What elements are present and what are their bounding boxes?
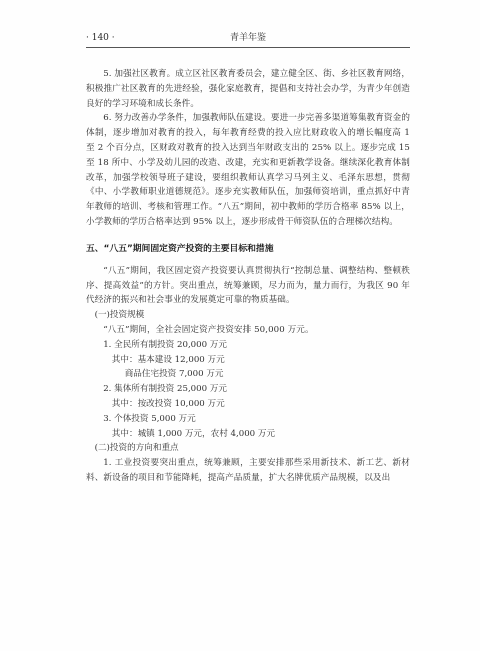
running-header [86, 31, 410, 45]
paragraph-investment-policy: “八五”期间，我区固定资产投资要认真贯彻执行“控制总量、调整结构、整顿秩序、提高效益”的方针。突出重点，统筹兼顾，尽力而为，量力而行，为我区 90 年代经济的振兴和社会事业的发展奠定可靠的物质基础。 [86, 265, 410, 306]
page-number: · 140 · [86, 33, 115, 43]
paragraph-school-conditions: 6. 努力改善办学条件，加强教师队伍建设。要进一步完善多渠道筹集教育资金的体制，逐步增加对教育的投入，每年教育经费的投入应比财政收入的增长幅度高 1 至 2 个百分点，区财政对教育的投入达到当年财政支出的 25% 以上。逐步完成 15 至 18 所中、小学及幼儿园的改造、改建，充实和更新教学设备。继续深化教育体制改革，加强学校领导班子建设，要组织教师认真学习马列主义、毛泽东思想，贯彻《中、小学教师职业道德规范》。逐步充实教师队伍，加强师资培训，重点抓好中青年教师的培训、考核和管理工作。“八五”期间，初中教师的学历合格率 85% 以上，小学教师的学历合格率达到 95% 以上，逐步形成骨干师资队伍的合理梯次结构。 [86, 113, 411, 227]
subheading-investment-scale: (一)投资规模 [94, 310, 145, 321]
list-item-detail: 其中：城镇 1,000 万元，农村 4,000 万元 [111, 428, 276, 439]
book-title: 青羊年鉴 [229, 33, 266, 43]
header-rule [86, 47, 410, 48]
list-item: 3. 个体投资 5,000 万元 [103, 413, 196, 424]
subheading-investment-direction: (二)投资的方向和重点 [94, 443, 179, 454]
paragraph-industrial-investment: 1. 工业投资要突出重点，统筹兼顾，主要安排那些采用新技术、新工艺、新材料、新设备的项目和节能降耗，提高产品质量，扩大名牌优质产品规模，以及出 [86, 458, 410, 483]
list-item-detail: 其中：基本建设 12,000 万元 [111, 354, 225, 365]
list-item-detail: 其中：按改投资 10,000 万元 [111, 398, 225, 409]
list-item: 2. 集体所有制投资 25,000 万元 [103, 384, 227, 395]
page-body [86, 67, 410, 486]
section-heading: 五、“八五”期间固定资产投资的主要目标和措施 [86, 243, 274, 254]
paragraph-total-investment: “八五”期间，全社会固定资产投资安排 50,000 万元。 [103, 324, 314, 335]
paragraph-community-education: 5. 加强社区教育。成立区社区教育委员会，建立健全区、街、乡社区教育网络，积极推广社区教育的先进经验，强化家庭教育，提倡和支持社会办学，为青少年创造良好的学习环境和成长条件。 [86, 69, 411, 109]
list-item: 1. 全民所有制投资 20,000 万元 [103, 339, 227, 350]
list-item-detail: 商品住宅投资 7,000 万元 [124, 369, 224, 380]
